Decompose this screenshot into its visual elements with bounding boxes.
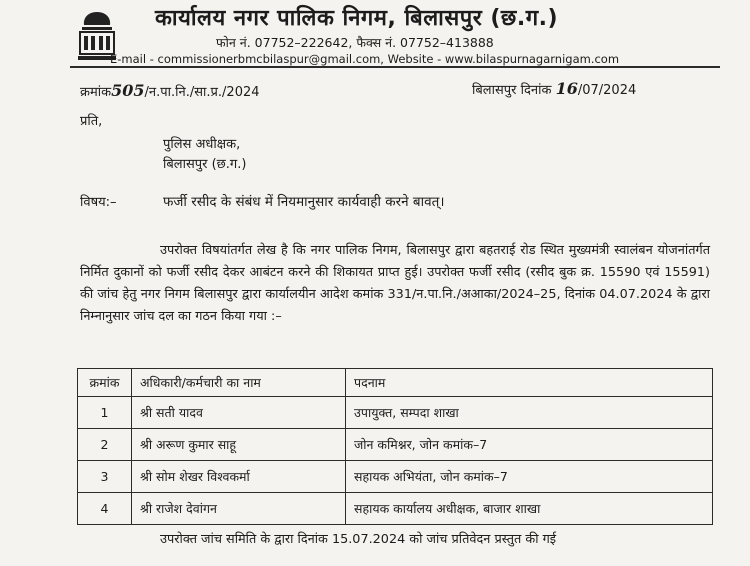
row-name: श्री सोम शेखर विश्वकर्मा [132, 461, 346, 493]
row-name: श्री राजेश देवांगन [132, 493, 346, 525]
row-name: श्री सती यादव [132, 397, 346, 429]
body-paragraph-text: उपरोक्त विषयांतर्गत लेख है कि नगर पालिक निगम, बिलासपुर द्वारा बहतराई रोड स्थित मुख्यमंत्री स्वालंबन योजनांतर्गत निर्मित दुकानों को फर्जी रसीद देकर आबंटन करने की शिकायत प्राप्त हुई। उपरोक्त फर्जी रसीद (रसीद बुक क्र. 15590 एवं 15591) की जांच हेतु नगर निगम बिलासपुर द्वारा कार्यालयीन आदेश कमांक 331/न.पा.नि./अआका/2024–25, दिनांक 04.07.2024 के द्वारा निम्नानुसार जांच दल का गठन किया गया :– [80, 243, 710, 324]
recipient-label: प्रति, [80, 114, 103, 129]
closing-text: उपरोक्त जांच समिति के द्वारा दिनांक 15.07.2024 को जांच प्रतिवेदन प्रस्तुत की गई [160, 532, 557, 547]
header-serial: क्रमांक [78, 369, 132, 397]
table-header-row [78, 369, 713, 397]
row-serial: 4 [78, 493, 132, 525]
table-row [78, 397, 713, 429]
header-name: अधिकारी/कर्मचारी का नाम [132, 369, 346, 397]
reference-suffix: /न.पा.नि./सा.प्र./2024 [144, 85, 260, 100]
row-name: श्री अरूण कुमार साहू [132, 429, 346, 461]
row-designation: उपायुक्त, सम्पदा शाखा [346, 397, 713, 429]
row-designation: सहायक अभियंता, जोन कमांक–7 [346, 461, 713, 493]
contact-numbers: फोन नं. 07752–222642, फैक्स नं. 07752–413888 [216, 35, 494, 50]
office-name: कार्यालय नगर पालिक निगम, बिलासपुर (छ.ग.) [155, 6, 559, 31]
closing-line [80, 529, 720, 547]
date-prefix: बिलासपुर दिनांक [472, 83, 552, 98]
email-website: E-mail - commissionerbmcbilaspur@gmail.com, Website - www.bilaspurnagarnigam.com [110, 52, 620, 66]
letterhead-divider [70, 66, 720, 68]
date-suffix: /07/2024 [577, 83, 637, 98]
table-row [78, 429, 713, 461]
row-serial: 1 [78, 397, 132, 429]
committee-table [77, 368, 713, 525]
row-serial: 3 [78, 461, 132, 493]
date-handwritten-day: 16 [555, 79, 578, 98]
table-row [78, 461, 713, 493]
subject-text: फर्जी रसीद के संबंध में नियमानुसार कार्यवाही करने बावत्। [163, 194, 445, 210]
letter-date [472, 79, 636, 98]
body-paragraph [80, 240, 710, 328]
reference-prefix: क्रमांक [80, 85, 112, 100]
header-designation: पदनाम [346, 369, 713, 397]
row-designation: सहायक कार्यालय अधीक्षक, बाजार शाखा [346, 493, 713, 525]
subject-label: विषय:– [80, 195, 117, 210]
recipient-line-1: पुलिस अधीक्षक, [163, 137, 241, 152]
reference-number [80, 81, 260, 100]
row-serial: 2 [78, 429, 132, 461]
recipient-line-2: बिलासपुर (छ.ग.) [163, 157, 247, 172]
reference-handwritten-number: 505 [111, 81, 145, 100]
table-row [78, 493, 713, 525]
row-designation: जोन कमिश्नर, जोन कमांक–7 [346, 429, 713, 461]
